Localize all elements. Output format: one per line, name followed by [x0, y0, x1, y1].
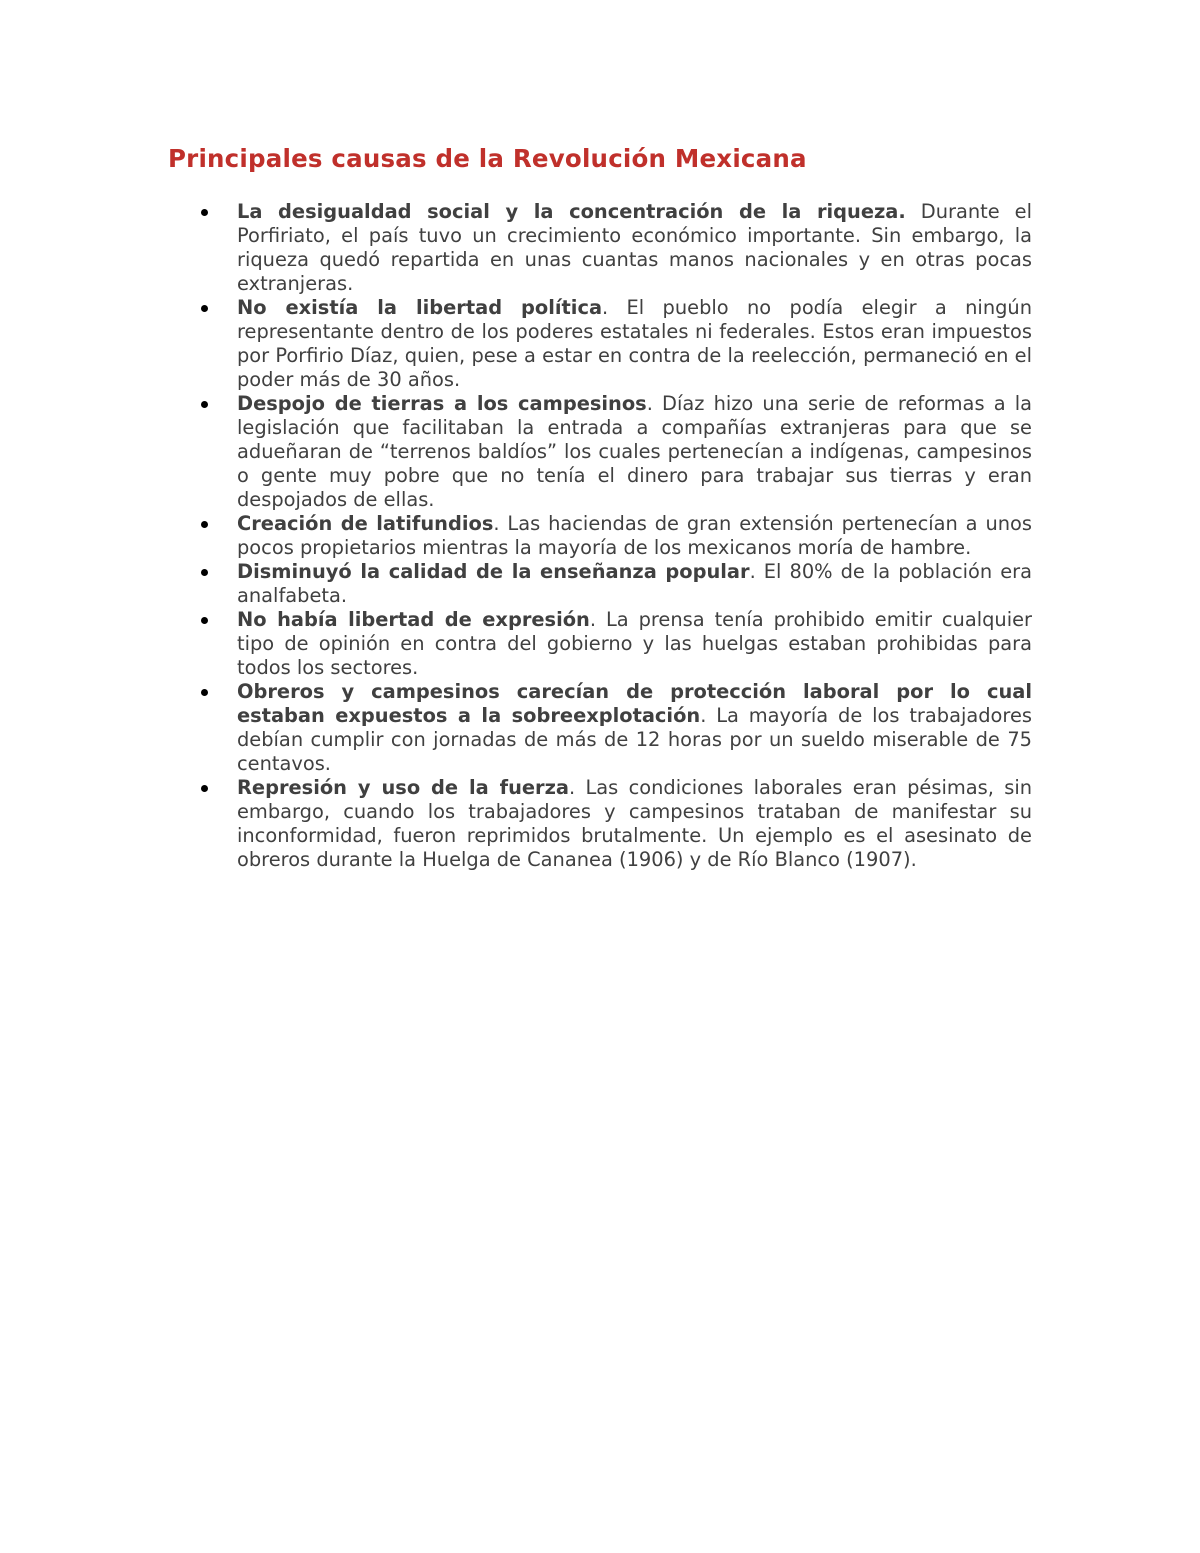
bullet-icon — [201, 305, 208, 312]
bullet-icon — [201, 689, 208, 696]
cause-heading: No había libertad de expresión — [237, 608, 590, 631]
bullet-icon — [201, 521, 208, 528]
list-item — [168, 296, 1032, 392]
list-item — [168, 392, 1032, 512]
list-item — [168, 776, 1032, 872]
bullet-icon — [201, 401, 208, 408]
bullet-icon — [201, 617, 208, 624]
cause-heading: La desigualdad social y la concentración de la riqueza. — [237, 200, 906, 223]
bullet-icon — [201, 785, 208, 792]
cause-text: . La mayoría de los trabajadores debían cumplir con jornadas de más de 12 horas por un sueldo miserable de 75 centavos. — [237, 704, 1032, 775]
cause-text: . Díaz hizo una serie de reformas a la legislación que facilitaban la entrada a compañías extranjeras para que se adueñaran de “terrenos baldíos” los cuales pertenecían a indígenas, campesinos o gente muy pobre que no tenía el dinero para trabajar sus tierras y eran despojados de ellas. — [237, 392, 1032, 511]
cause-heading: No existía la libertad política — [237, 296, 603, 319]
cause-heading: Despojo de tierras a los campesinos — [237, 392, 647, 415]
list-item — [168, 608, 1032, 680]
cause-text: . Las condiciones laborales eran pésimas, sin embargo, cuando los trabajadores y campesinos trataban de manifestar su inconformidad, fueron reprimidos brutalmente. Un ejemplo es el asesinato de obreros durante la Huelga de Cananea (1906) y de Río Blanco (1907). — [237, 776, 1033, 871]
causes-list — [168, 200, 1032, 872]
list-item — [168, 680, 1032, 776]
list-item — [168, 512, 1032, 560]
cause-heading: Disminuyó la calidad de la enseñanza popular — [237, 560, 750, 583]
list-item — [168, 560, 1032, 608]
cause-heading: Represión y uso de la fuerza — [237, 776, 569, 799]
cause-text: . Las haciendas de gran extensión pertenecían a unos pocos propietarios mientras la mayoría de los mexicanos moría de hambre. — [237, 512, 1033, 559]
bullet-icon — [201, 569, 208, 576]
bullet-icon — [201, 209, 208, 216]
cause-text: . El pueblo no podía elegir a ningún representante dentro de los poderes estatales ni federales. Estos eran impuestos por Porfirio Díaz, quien, pese a estar en contra de la reelección, permaneció en el poder más de 30 años. — [237, 296, 1032, 391]
cause-heading: Creación de latifundios — [237, 512, 494, 535]
cause-text: . El 80% de la población era analfabeta. — [237, 560, 1032, 607]
list-item — [168, 200, 1032, 296]
cause-text: . La prensa tenía prohibido emitir cualquier tipo de opinión en contra del gobierno y las huelgas estaban prohibidas para todos los sectores. — [237, 608, 1032, 679]
cause-heading: Obreros y campesinos carecían de protección laboral por lo cual estaban expuestos a la sobreexplotación — [237, 680, 1032, 727]
cause-text: Durante el Porfiriato, el país tuvo un crecimiento económico importante. Sin embargo, la riqueza quedó repartida en unas cuantas manos nacionales y en otras pocas extranjeras. — [237, 200, 1032, 295]
document-title: Principales causas de la Revolución Mexicana — [168, 144, 807, 173]
